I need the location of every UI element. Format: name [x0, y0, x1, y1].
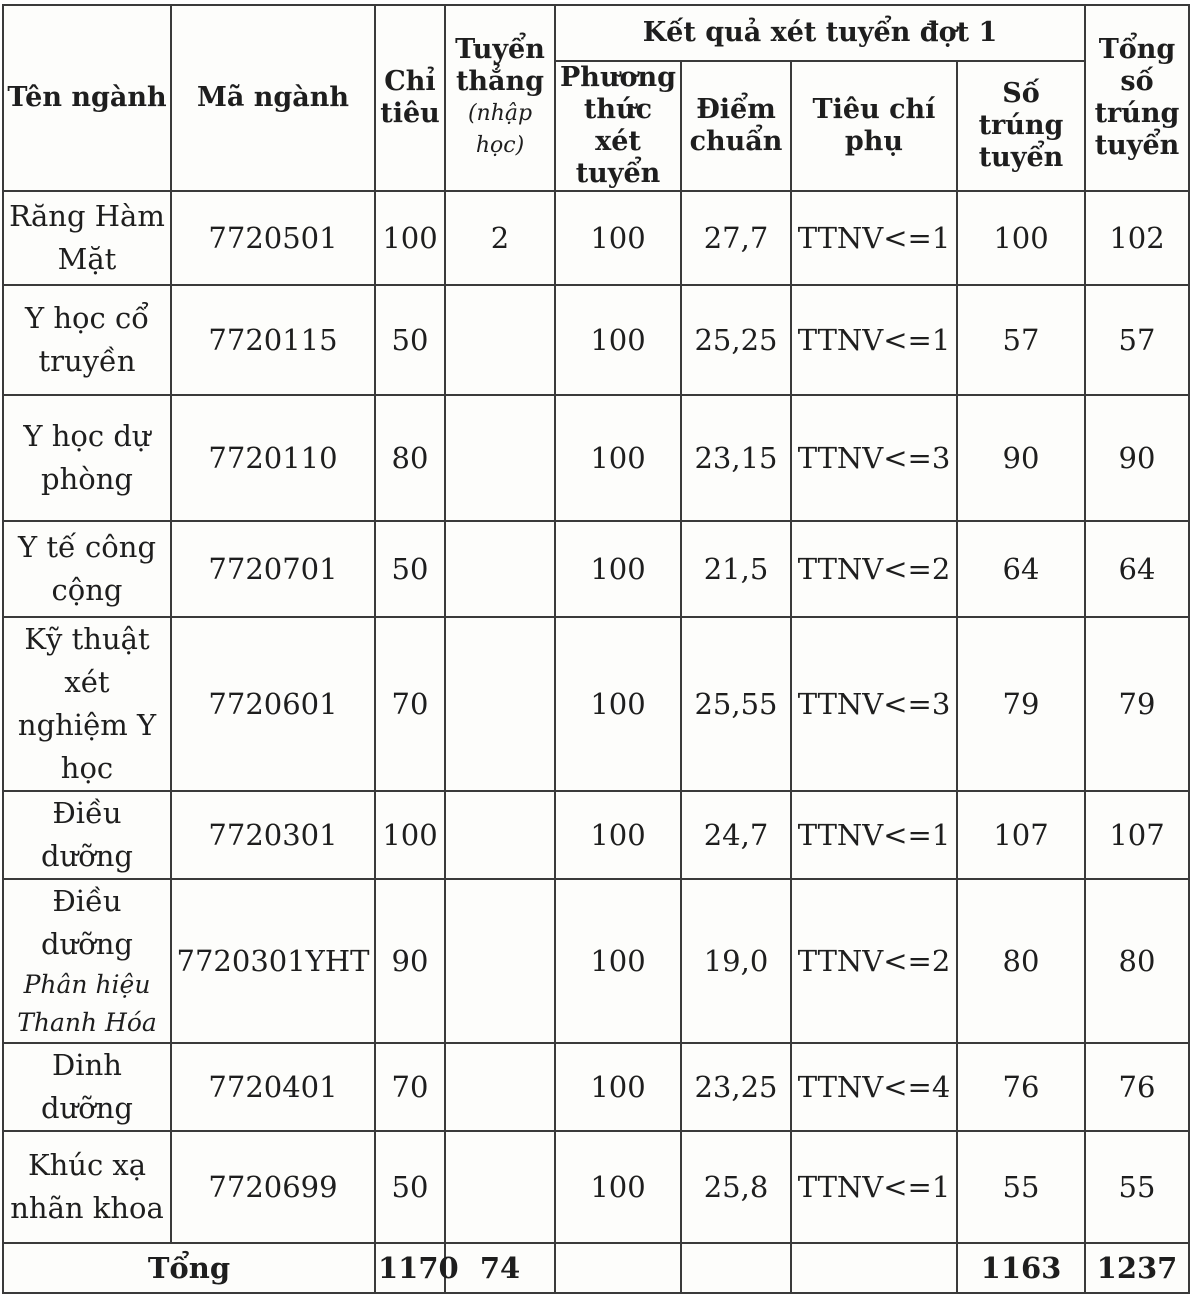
cell-cutoff-score: 19,0	[681, 879, 791, 1043]
cell-direct-admission: 2	[445, 191, 555, 285]
cell-admitted: 80	[957, 879, 1085, 1043]
cell-direct-admission	[445, 285, 555, 395]
cell-sub-criteria: TTNV<=1	[791, 285, 957, 395]
cell-cutoff-score: 21,5	[681, 521, 791, 617]
cell-sub-criteria: TTNV<=3	[791, 617, 957, 791]
cell-total-admitted: 102	[1085, 191, 1189, 285]
table-row	[3, 617, 1189, 791]
admission-results-table	[2, 4, 1190, 1294]
cell-major-name-main: Điều dưỡng	[41, 884, 133, 961]
header-method: Phương thức xét tuyển	[555, 61, 681, 191]
table-row	[3, 191, 1189, 285]
table-row	[3, 879, 1189, 1043]
totals-method	[555, 1243, 681, 1293]
cell-method: 100	[555, 395, 681, 521]
cell-direct-admission	[445, 879, 555, 1043]
cell-quota: 80	[375, 395, 445, 521]
cell-cutoff-score: 23,15	[681, 395, 791, 521]
totals-cutoff-score	[681, 1243, 791, 1293]
totals-label: Tổng	[3, 1243, 375, 1293]
table-header	[3, 5, 1189, 191]
cell-method: 100	[555, 285, 681, 395]
cell-cutoff-score: 25,25	[681, 285, 791, 395]
totals-direct-admission: 74	[445, 1243, 555, 1293]
header-major-code: Mã ngành	[171, 5, 375, 191]
cell-quota: 50	[375, 1131, 445, 1243]
cell-quota: 90	[375, 879, 445, 1043]
cell-quota: 70	[375, 617, 445, 791]
table-row	[3, 1043, 1189, 1131]
cell-major-code: 7720401	[171, 1043, 375, 1131]
cell-major-code: 7720701	[171, 521, 375, 617]
cell-major-code: 7720301YHT	[171, 879, 375, 1043]
cell-admitted: 107	[957, 791, 1085, 879]
totals-admitted: 1163	[957, 1243, 1085, 1293]
cell-major-code: 7720110	[171, 395, 375, 521]
cell-direct-admission	[445, 521, 555, 617]
totals-total-admitted: 1237	[1085, 1243, 1189, 1293]
cell-major-name-branch: Phân hiệu Thanh Hóa	[17, 970, 157, 1037]
cell-admitted: 79	[957, 617, 1085, 791]
cell-major-name	[3, 879, 171, 1043]
cell-sub-criteria: TTNV<=4	[791, 1043, 957, 1131]
table-row	[3, 285, 1189, 395]
header-cutoff-score: Điểm chuẩn	[681, 61, 791, 191]
cell-major-code: 7720115	[171, 285, 375, 395]
cell-sub-criteria: TTNV<=2	[791, 521, 957, 617]
cell-cutoff-score: 23,25	[681, 1043, 791, 1131]
cell-major-name: Khúc xạ nhãn khoa	[3, 1131, 171, 1243]
cell-total-admitted: 90	[1085, 395, 1189, 521]
cell-total-admitted: 79	[1085, 617, 1189, 791]
cell-method: 100	[555, 879, 681, 1043]
cell-major-name: Kỹ thuật xét nghiệm Y học	[3, 617, 171, 791]
cell-method: 100	[555, 791, 681, 879]
cell-major-code: 7720601	[171, 617, 375, 791]
cell-quota: 100	[375, 791, 445, 879]
cell-major-name: Điều dưỡng	[3, 791, 171, 879]
header-sub-criteria: Tiêu chí phụ	[791, 61, 957, 191]
cell-admitted: 90	[957, 395, 1085, 521]
header-direct-admission-note: (nhập học)	[467, 101, 533, 158]
cell-method: 100	[555, 1043, 681, 1131]
cell-major-code: 7720699	[171, 1131, 375, 1243]
cell-major-name: Y học cổ truyền	[3, 285, 171, 395]
header-quota: Chỉ tiêu	[375, 5, 445, 191]
table-row	[3, 791, 1189, 879]
totals-quota: 1170	[375, 1243, 445, 1293]
cell-method: 100	[555, 191, 681, 285]
cell-direct-admission	[445, 395, 555, 521]
table-body	[3, 191, 1189, 1293]
cell-direct-admission	[445, 617, 555, 791]
cell-major-name: Y học dự phòng	[3, 395, 171, 521]
cell-total-admitted: 76	[1085, 1043, 1189, 1131]
table-row	[3, 1131, 1189, 1243]
cell-total-admitted: 64	[1085, 521, 1189, 617]
cell-cutoff-score: 25,55	[681, 617, 791, 791]
cell-major-code: 7720301	[171, 791, 375, 879]
header-total-admitted: Tổng số trúng tuyển	[1085, 5, 1189, 191]
cell-cutoff-score: 25,8	[681, 1131, 791, 1243]
cell-major-name: Y tế công cộng	[3, 521, 171, 617]
header-round1-group: Kết quả xét tuyển đợt 1	[555, 5, 1085, 61]
cell-sub-criteria: TTNV<=2	[791, 879, 957, 1043]
cell-admitted: 100	[957, 191, 1085, 285]
table-row	[3, 521, 1189, 617]
cell-direct-admission	[445, 1131, 555, 1243]
cell-admitted: 55	[957, 1131, 1085, 1243]
header-major-name: Tên ngành	[3, 5, 171, 191]
cell-direct-admission	[445, 1043, 555, 1131]
cell-quota: 70	[375, 1043, 445, 1131]
cell-cutoff-score: 27,7	[681, 191, 791, 285]
cell-admitted: 57	[957, 285, 1085, 395]
cell-major-code: 7720501	[171, 191, 375, 285]
totals-sub-criteria	[791, 1243, 957, 1293]
header-direct-admission-label: Tuyển thẳng	[455, 34, 545, 97]
cell-direct-admission	[445, 791, 555, 879]
cell-cutoff-score: 24,7	[681, 791, 791, 879]
cell-sub-criteria: TTNV<=1	[791, 1131, 957, 1243]
totals-row	[3, 1243, 1189, 1293]
cell-method: 100	[555, 617, 681, 791]
cell-quota: 50	[375, 521, 445, 617]
cell-sub-criteria: TTNV<=1	[791, 191, 957, 285]
cell-total-admitted: 80	[1085, 879, 1189, 1043]
cell-major-name: Dinh dưỡng	[3, 1043, 171, 1131]
cell-method: 100	[555, 1131, 681, 1243]
cell-method: 100	[555, 521, 681, 617]
table-row	[3, 395, 1189, 521]
cell-sub-criteria: TTNV<=1	[791, 791, 957, 879]
cell-total-admitted: 107	[1085, 791, 1189, 879]
cell-quota: 100	[375, 191, 445, 285]
header-direct-admission	[445, 5, 555, 191]
cell-admitted: 64	[957, 521, 1085, 617]
cell-total-admitted: 57	[1085, 285, 1189, 395]
cell-admitted: 76	[957, 1043, 1085, 1131]
cell-major-name: Răng Hàm Mặt	[3, 191, 171, 285]
cell-quota: 50	[375, 285, 445, 395]
cell-total-admitted: 55	[1085, 1131, 1189, 1243]
header-admitted: Số trúng tuyển	[957, 61, 1085, 191]
cell-sub-criteria: TTNV<=3	[791, 395, 957, 521]
